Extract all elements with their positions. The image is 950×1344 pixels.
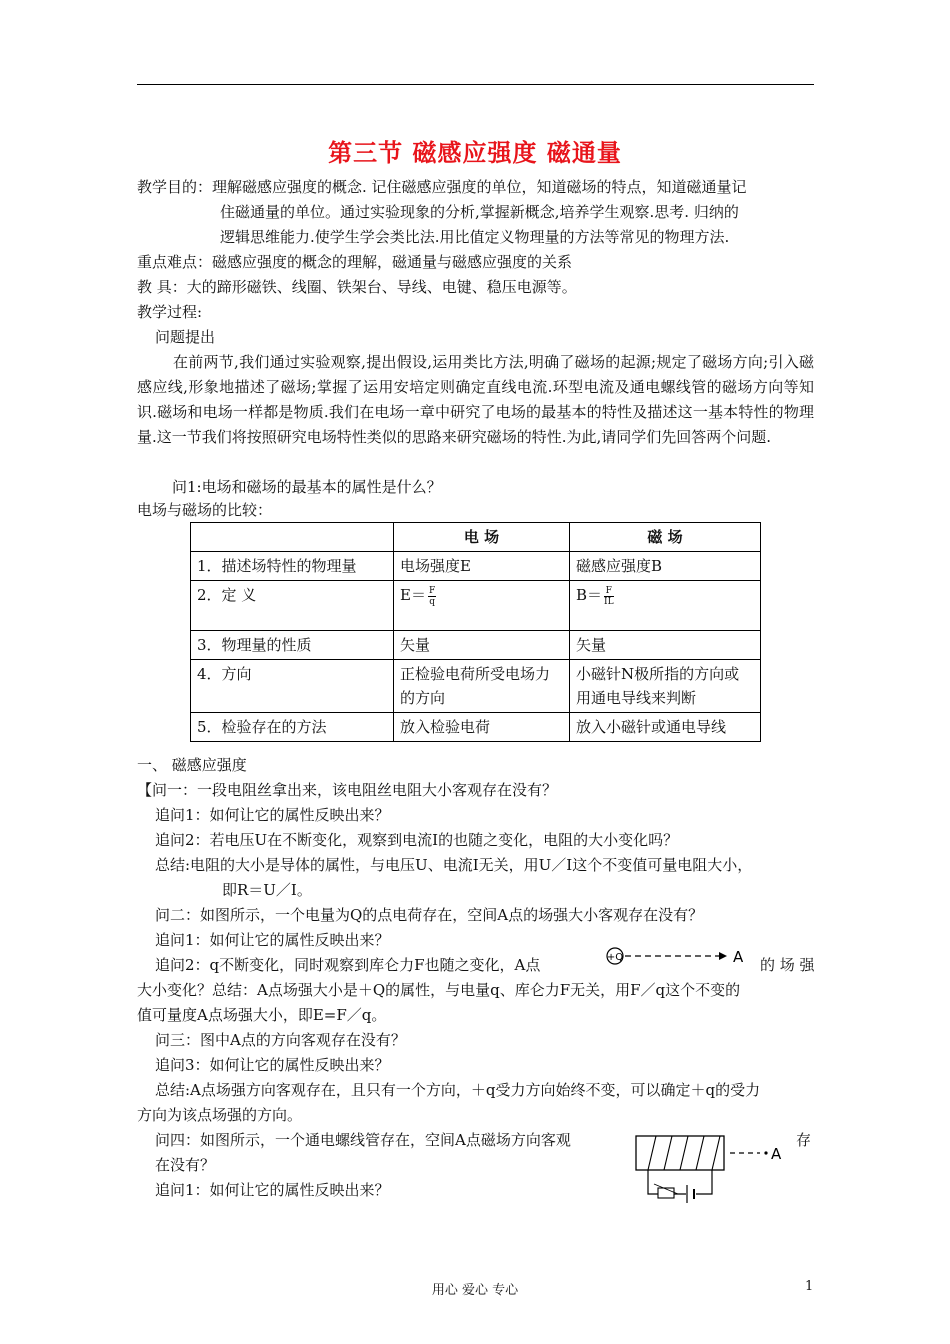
- table-header-cell: 电 场: [394, 523, 570, 552]
- key-label: 重点难点：: [137, 253, 213, 271]
- table-row: [191, 660, 761, 713]
- tools-row: [137, 275, 577, 300]
- table-cell: 小磁针N极所指的方向或用通电导线来判断: [570, 660, 761, 713]
- charge-label: +Q: [606, 952, 624, 963]
- summary-1a: 总结:电阻的大小是导体的属性，与电压U、电流I无关，用U／I这个不变值可量电阻大小，: [155, 856, 753, 874]
- fraction-denominator: q: [429, 596, 435, 607]
- fraction-numerator: F: [428, 585, 436, 596]
- tools-text: 大的蹄形磁铁、线圈、铁架台、导线、电键、稳压电源等。: [186, 278, 577, 296]
- follow-up-6: 追问1：如何让它的属性反映出来？: [155, 1181, 390, 1199]
- table-cell: 4．方向: [191, 660, 394, 713]
- follow-up-2: 追问2：若电压U在不断变化，观察到电流I的也随之变化，电阻的大小变化吗？: [155, 831, 679, 849]
- arrow-icon: [719, 952, 727, 960]
- table-row: [191, 552, 761, 581]
- table-cell: 放入检验电荷: [394, 713, 570, 742]
- header-rule: [137, 84, 814, 85]
- summary-2a: 总结:A点场强方向客观存在，且只有一个方向，＋q受力方向始终不变，可以确定＋q的受力: [155, 1081, 761, 1099]
- summary-2b: 方向为该点场强的方向。: [137, 1106, 303, 1124]
- point-label: A: [733, 948, 743, 966]
- intro-heading: 问题提出: [155, 328, 216, 346]
- question-1: 问1:电场和磁场的最基本的属性是什么？: [172, 478, 442, 496]
- objective-text-3: 逻辑思维能力.使学生学会类比法.用比值定义物理量的方法等常见的物理方法.: [220, 228, 730, 246]
- page-number: 1: [805, 1279, 814, 1294]
- follow-up-4b: 的 场 强: [760, 956, 815, 974]
- formula-b-prefix: B＝: [576, 586, 603, 604]
- follow-up-4c: 大小变化？总结：A点场强大小是＋Q的属性，与电量q、库仑力F无关，用F／q这个不变的: [137, 981, 741, 999]
- table-cell: 1．描述场特性的物理量: [191, 552, 394, 581]
- footer-motto: 用心 爱心 专心: [431, 1283, 519, 1298]
- table-header-row: [191, 523, 761, 552]
- compare-label: 电场与磁场的比较：: [137, 501, 273, 519]
- table-cell: [394, 581, 570, 631]
- table-cell: 5．检验存在的方法: [191, 713, 394, 742]
- intro-paragraph: 在前两节,我们通过实验观察,提出假设,运用类比方法,明确了磁场的起源;规定了磁场方向;引入磁感应线,形象地描述了磁场;掌握了运用安培定则确定直线电流.环型电流及通电螺线管的磁场方向等知识.磁场和电场一样都是物质.我们在电场一章中研究了电场的最基本的特性及描述这一基本特性的物理量.这一节我们将按照研究电场特性类似的思路来研究磁场的特性.为此,请同学们先回答两个问题.: [137, 353, 814, 446]
- follow-up-5: 追问3：如何让它的属性反映出来？: [155, 1056, 390, 1074]
- point-dot: [764, 1151, 767, 1154]
- question-three: 问三：图中A点的方向客观存在没有？: [155, 1031, 406, 1049]
- coil-turn: [664, 1136, 672, 1170]
- objective-label: 教学目的：: [137, 178, 213, 196]
- coil-turn: [680, 1136, 688, 1170]
- solenoid-diagram: [630, 1132, 790, 1204]
- question-one: 【问一：一段电阻丝拿出来，该电阻丝电阻大小客观存在没有？: [137, 781, 558, 799]
- section1-heading: 一、 磁感应强度: [137, 756, 247, 774]
- question-four-b: 存: [796, 1131, 812, 1149]
- table-row: [191, 631, 761, 660]
- follow-up-3: 追问1：如何让它的属性反映出来？: [155, 931, 390, 949]
- follow-up-4d: 值可量度A点场强大小，即E=F／q。: [137, 1006, 387, 1024]
- table-cell: 矢量: [394, 631, 570, 660]
- process-label: 教学过程:: [137, 303, 203, 321]
- formula-e-fraction: [428, 586, 436, 607]
- solenoid-point-label: A: [771, 1145, 782, 1163]
- key-row: [137, 250, 572, 275]
- table-cell: 2．定 义: [191, 581, 394, 631]
- table-cell: 电场强度E: [394, 552, 570, 581]
- formula-e-prefix: E＝: [400, 586, 426, 604]
- objective-text-2: 住磁通量的单位。通过实验现象的分析,掌握新概念,培养学生观察.思考. 归纳的: [220, 203, 739, 221]
- point-charge-diagram: [603, 944, 743, 970]
- table-cell: 矢量: [570, 631, 761, 660]
- objective-row: [137, 175, 747, 200]
- table-cell: 磁感应强度B: [570, 552, 761, 581]
- table-cell: 正检验电荷所受电场力的方向: [394, 660, 570, 713]
- coil-turn: [712, 1136, 720, 1170]
- table-row: [191, 713, 761, 742]
- table-header-cell: 磁 场: [570, 523, 761, 552]
- table-header-cell: [191, 523, 394, 552]
- key-text: 磁感应强度的概念的理解，磁通量与磁感应强度的关系: [212, 253, 573, 271]
- table-row: [191, 581, 761, 631]
- follow-up-4a: 追问2：q不断变化，同时观察到库仑力F也随之变化，A点: [155, 956, 541, 974]
- fraction-denominator: IL: [604, 596, 614, 607]
- table-cell: 3．物理量的性质: [191, 631, 394, 660]
- tools-label: 教 具：: [137, 278, 187, 296]
- table-cell: [570, 581, 761, 631]
- fraction-numerator: F: [605, 585, 612, 596]
- question-four-a: 问四：如图所示，一个通电螺线管存在，空间A点磁场方向客观: [155, 1131, 571, 1149]
- formula-b-fraction: [604, 586, 614, 607]
- coil-turn: [648, 1136, 656, 1170]
- objective-text-1: 理解磁感应强度的概念. 记住磁感应强度的单位，知道磁场的特点，知道磁通量记: [212, 178, 747, 196]
- coil-turn: [696, 1136, 704, 1170]
- follow-up-1: 追问1：如何让它的属性反映出来？: [155, 806, 390, 824]
- summary-1b: 即R＝U／I。: [222, 881, 312, 899]
- rheostat-icon: [658, 1188, 674, 1198]
- question-four-c: 在没有？: [155, 1156, 216, 1174]
- page-title: 第三节 磁感应强度 磁通量: [328, 139, 622, 167]
- table-cell: 放入小磁针或通电导线: [570, 713, 761, 742]
- question-two: 问二：如图所示，一个电量为Q的点电荷存在，空间A点的场强大小客观存在没有？: [155, 906, 704, 924]
- comparison-table: [190, 522, 761, 742]
